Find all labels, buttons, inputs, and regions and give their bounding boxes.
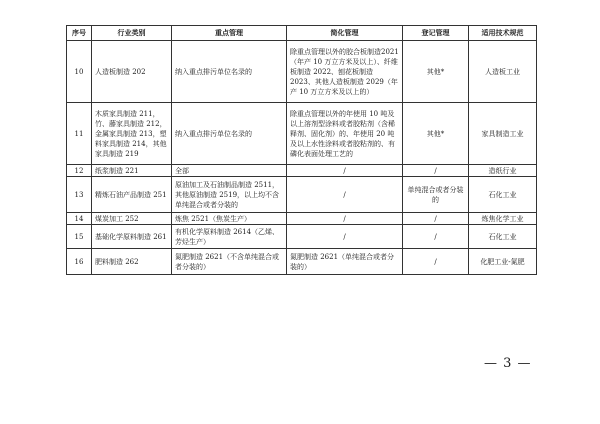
- cell-no: 16: [67, 249, 92, 275]
- cell-spec: 炼焦化学工业: [469, 213, 537, 225]
- cell-category: 精炼石油产品制造 251: [92, 177, 172, 213]
- cell-register: 单纯混合或者分装的: [403, 177, 469, 213]
- table-row: [67, 213, 537, 225]
- cell-category: 人造板制造 202: [92, 41, 172, 103]
- cell-register: /: [403, 249, 469, 275]
- cell-no: 15: [67, 225, 92, 249]
- cell-category: 煤炭加工 252: [92, 213, 172, 225]
- cell-no: 13: [67, 177, 92, 213]
- cell-simple: /: [287, 225, 403, 249]
- cell-register: /: [403, 213, 469, 225]
- regulation-table: [66, 25, 537, 275]
- cell-simple: /: [287, 213, 403, 225]
- header-category: 行业类别: [92, 26, 172, 41]
- table-row: [67, 165, 537, 177]
- table-row: [67, 103, 537, 165]
- cell-no: 14: [67, 213, 92, 225]
- cell-simple: /: [287, 165, 403, 177]
- cell-category: 纸浆制造 221: [92, 165, 172, 177]
- cell-key: 氮肥制造 2621（不含单纯混合或者分装的）: [172, 249, 287, 275]
- header-key-management: 重点管理: [172, 26, 287, 41]
- table-row: [67, 177, 537, 213]
- cell-register: /: [403, 165, 469, 177]
- cell-key: 有机化学原料制造 2614（乙烯、芳烃生产）: [172, 225, 287, 249]
- cell-no: 12: [67, 165, 92, 177]
- cell-simple: /: [287, 177, 403, 213]
- cell-simple: 氮肥制造 2621（单纯混合或者分装的）: [287, 249, 403, 275]
- cell-spec: 化肥工业-氮肥: [469, 249, 537, 275]
- cell-key: 炼焦 2521（焦炭生产）: [172, 213, 287, 225]
- cell-key: 原油加工及石油制品制造 2511，其他原油制造 2519，以上均不含单纯混合或者分装的: [172, 177, 287, 213]
- cell-spec: 家具制造工业: [469, 103, 537, 165]
- table-row: [67, 249, 537, 275]
- table-header-row: [67, 26, 537, 41]
- table-row: [67, 41, 537, 103]
- page-number: — 3 —: [484, 356, 532, 371]
- cell-key: 纳入重点排污单位名录的: [172, 41, 287, 103]
- cell-key: 纳入重点排污单位名录的: [172, 103, 287, 165]
- cell-category: 肥料制造 262: [92, 249, 172, 275]
- cell-simple: 除重点管理以外的年使用 10 吨及以上溶剂型涂料或者胶粘剂（含稀释剂、固化剂）的、年使用 20 吨及以上水性涂料或者胶粘剂的、有磷化表面处理工艺的: [287, 103, 403, 165]
- cell-register: 其他*: [403, 103, 469, 165]
- header-registration-management: 登记管理: [403, 26, 469, 41]
- cell-spec: 石化工业: [469, 177, 537, 213]
- cell-category: 木质家具制造 211，竹、藤家具制造 212，金属家具制造 213，塑料家具制造 214，其他家具制造 219: [92, 103, 172, 165]
- header-no: 序号: [67, 26, 92, 41]
- header-simplified-management: 简化管理: [287, 26, 403, 41]
- cell-category: 基础化学原料制造 261: [92, 225, 172, 249]
- cell-key: 全部: [172, 165, 287, 177]
- cell-spec: 造纸行业: [469, 165, 537, 177]
- table-row: [67, 225, 537, 249]
- cell-spec: 石化工业: [469, 225, 537, 249]
- cell-no: 10: [67, 41, 92, 103]
- cell-simple: 除重点管理以外的胶合板制造2021（年产 10 万立方米及以上）、纤维板制造 2022、刨花板制造 2023、其他人造板制造 2029（年产 10 万立方米及以上的）: [287, 41, 403, 103]
- header-technical-spec: 适用技术规范: [469, 26, 537, 41]
- cell-no: 11: [67, 103, 92, 165]
- cell-register: 其他*: [403, 41, 469, 103]
- cell-spec: 人造板工业: [469, 41, 537, 103]
- cell-register: /: [403, 225, 469, 249]
